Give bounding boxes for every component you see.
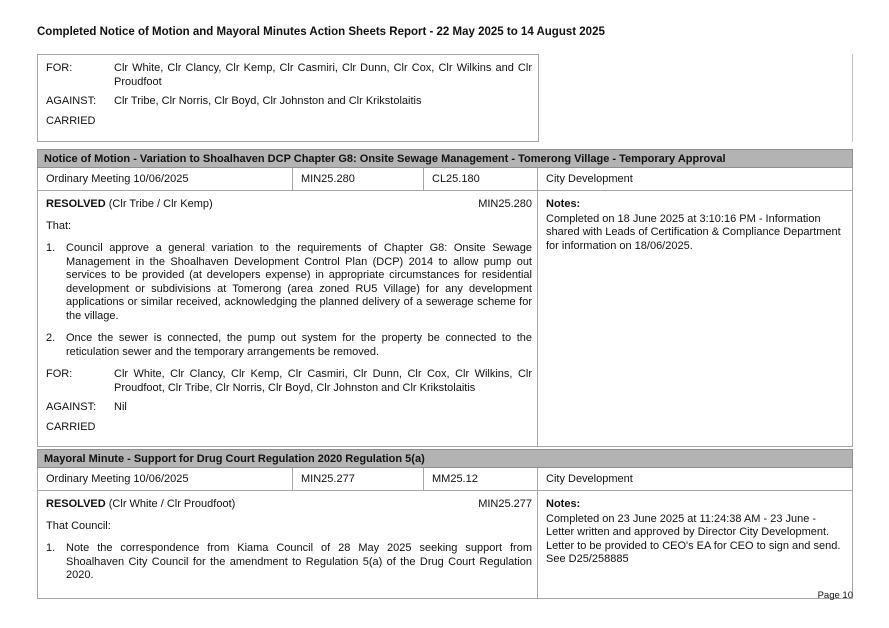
resolved-line <box>46 198 532 212</box>
report-title: Completed Notice of Motion and Mayoral Minutes Action Sheets Report - 22 May 2025 to 14 August 2025 <box>37 26 605 38</box>
carryover-resolution-table <box>37 54 853 142</box>
min-ref-cell: MIN25.277 <box>293 468 424 490</box>
against-row <box>46 401 532 415</box>
page-number: Page 10 <box>817 590 853 601</box>
for-label: FOR: <box>46 368 73 380</box>
item-number: 2. <box>46 332 56 344</box>
for-row <box>46 368 532 395</box>
carried-label: CARRIED <box>46 420 96 433</box>
movers: (Clr White / Clr Proudfoot) <box>108 498 236 510</box>
resolved-line <box>46 498 532 512</box>
resolution-ref: MIN25.280 <box>478 198 532 210</box>
min-ref-cell: MIN25.280 <box>293 168 424 190</box>
resolution-intro: That Council: <box>46 519 111 532</box>
resolution-ref: MIN25.277 <box>478 498 532 510</box>
notice-section <box>37 449 853 599</box>
carried-row <box>46 421 532 435</box>
carried-label: CARRIED <box>46 114 96 127</box>
resolution-body <box>37 491 853 599</box>
carryover-notes-cell <box>539 54 853 142</box>
against-list: Clr Tribe, Clr Norris, Clr Boyd, Clr Johnston and Clr Krikstolaitis <box>114 95 422 107</box>
against-row <box>46 95 532 109</box>
against-list: Nil <box>114 401 127 413</box>
item-number: 1. <box>46 242 56 254</box>
for-row <box>46 62 532 89</box>
department-cell: City Development <box>546 173 633 185</box>
resolution-cell <box>38 491 538 598</box>
meeting-cell: Ordinary Meeting 10/06/2025 <box>38 468 293 490</box>
item-text: Council approve a general variation to the requirements of Chapter G8: Onsite Sewage Management in the Shoalhaven Development Control Plan (DCP) 2014 to allow pump out services to be provided (at developers expense) in appropriate circumstances for residential development or subdivisions at Tomerong (area zoned RU5 Village) for any development applications or similar received, acknowledging the planned delivery of a sewerage scheme for the village. <box>66 242 532 322</box>
notes-text: Completed on 18 June 2025 at 3:10:16 PM - Information shared with Leads of Certification & Compliance Department for information on 18/06/2025. <box>546 212 841 252</box>
notice-section <box>37 149 853 447</box>
resolved-movers <box>46 498 235 512</box>
notes-label: Notes: <box>546 198 581 210</box>
carried-row <box>46 115 532 129</box>
report-content <box>37 24 853 599</box>
against-label: AGAINST: <box>46 95 97 107</box>
for-list: Clr White, Clr Clancy, Clr Kemp, Clr Casmiri, Clr Dunn, Clr Cox, Clr Wilkins and Clr Proudfoot <box>114 62 532 88</box>
resolved-label: RESOLVED <box>46 198 106 210</box>
notes-cell <box>538 491 852 598</box>
resolution-body <box>37 191 853 447</box>
item-ref-cell: CL25.180 <box>424 168 538 190</box>
item-text: Once the sewer is connected, the pump out system for the property be connected to the reticulation sewer and the temporary arrangements be removed. <box>66 332 532 358</box>
notes-text: Completed on 23 June 2025 at 11:24:38 AM - 23 June - Letter written and approved by Director City Development. Letter to be provided to CEO's EA for CEO to sign and send. See D25/258885 <box>546 512 841 565</box>
meta-row <box>37 168 853 191</box>
section-title-bar: Notice of Motion - Variation to Shoalhaven DCP Chapter G8: Onsite Sewage Management - Tomerong Village - Temporary Approval <box>37 149 853 168</box>
carryover-vote-block <box>37 54 539 142</box>
for-list: Clr White, Clr Clancy, Clr Kemp, Clr Casmiri, Clr Dunn, Clr Cox, Clr Wilkins, Clr Proudfoot, Clr Tribe, Clr Norris, Clr Boyd, Clr Johnston and Clr Krikstolaitis <box>114 368 532 394</box>
resolution-cell <box>38 191 538 446</box>
department-cell: City Development <box>546 473 633 485</box>
movers: (Clr Tribe / Clr Kemp) <box>108 198 213 210</box>
resolution-item <box>46 542 532 583</box>
item-number: 1. <box>46 542 56 554</box>
item-ref-cell: MM25.12 <box>424 468 538 490</box>
resolution-item <box>46 332 532 359</box>
resolved-label: RESOLVED <box>46 498 106 510</box>
notes-label: Notes: <box>546 498 581 510</box>
for-label: FOR: <box>46 62 73 74</box>
meeting-cell: Ordinary Meeting 10/06/2025 <box>38 168 293 190</box>
resolution-intro: That: <box>46 219 72 232</box>
resolved-movers <box>46 198 213 212</box>
item-text: Note the correspondence from Kiama Council of 28 May 2025 seeking support from Shoalhaven City Council for the amendment to Regulation 5(a) of the Drug Court Regulation 2020. <box>66 542 532 581</box>
resolution-item <box>46 242 532 323</box>
against-label: AGAINST: <box>46 401 97 413</box>
section-title-bar: Mayoral Minute - Support for Drug Court Regulation 2020 Regulation 5(a) <box>37 449 853 468</box>
meta-row <box>37 468 853 491</box>
notes-cell <box>538 191 852 446</box>
